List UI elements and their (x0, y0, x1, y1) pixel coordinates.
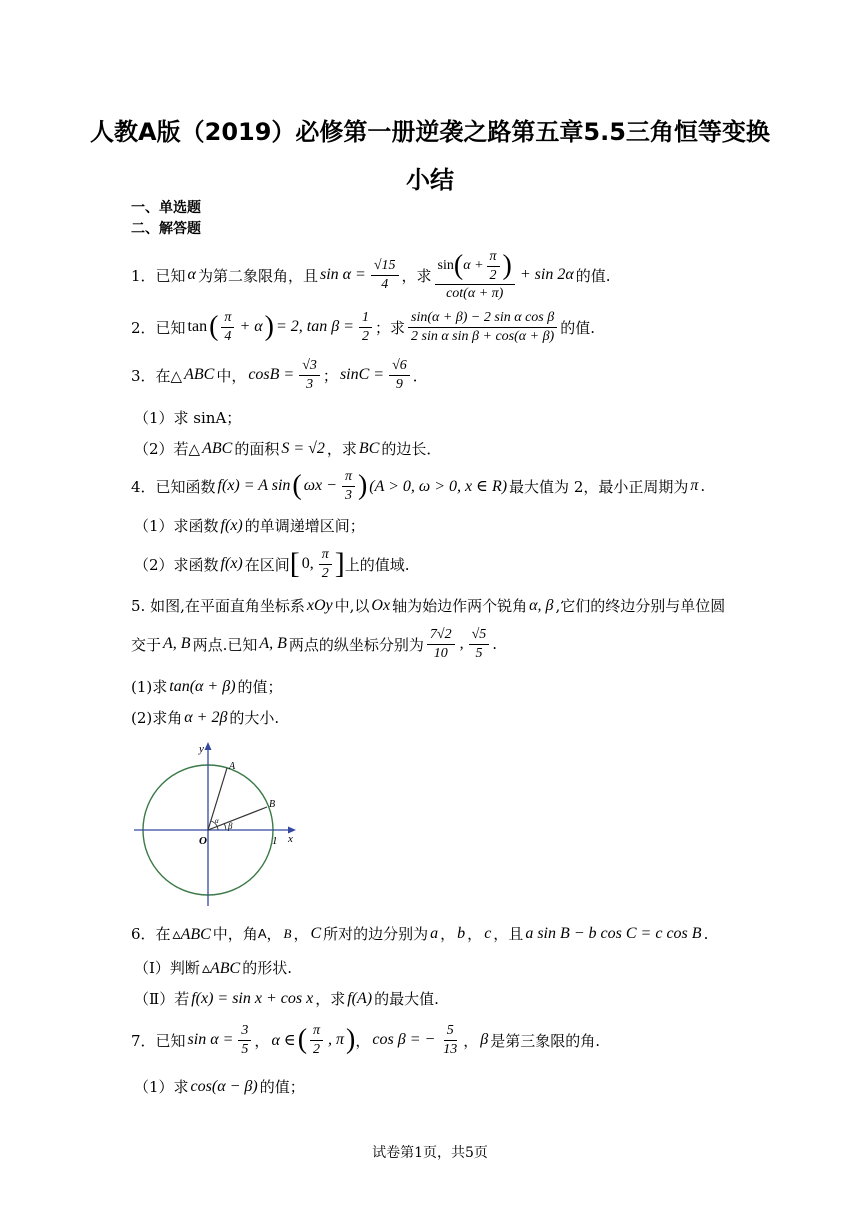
q5-p2a: (2)求角 (131, 709, 183, 727)
q5-comma: , (459, 635, 464, 652)
page-footer: 试卷第1页，共5页 (372, 1145, 488, 1161)
q4-p1b: 的单调递增区间； (244, 517, 365, 535)
q3-p2-s: S = √2 (281, 439, 325, 457)
q1-frac1-den: 4 (381, 276, 389, 292)
page-title-line1: 人教A版（2019）必修第一册逆袭之路第五章5.5三角恒等变换 (90, 118, 770, 146)
q5-xoy: xOy (306, 596, 333, 614)
q2-one-half (359, 309, 372, 345)
q1-two: 2 (489, 267, 497, 283)
q3-p2-abc: ABC (202, 439, 233, 457)
q4-text-a: 4．已知函数 (131, 477, 216, 496)
q1-main-fraction (435, 248, 515, 303)
q7-c2: ， (355, 1031, 371, 1050)
q5-ab: α, β (529, 596, 554, 614)
q2-two: 2 (361, 328, 369, 344)
q1-fraction-sqrt15-4 (371, 257, 399, 293)
q1-plus-sin2a: + sin 2α (519, 266, 574, 284)
q6-b: 中，角 (212, 925, 258, 943)
q3-sep: ； (322, 366, 338, 385)
q3-end: ． (412, 366, 428, 385)
q2-pi: π (221, 309, 234, 328)
question-4: 4．已知函数 f(x) = A sin ( ωx − $\frac{\pi}{3}$ ) (A > 0, ω > 0, x ∈ R) 最大值为 2，最小正周期为 π . (131, 469, 706, 503)
q3-bc: BC (358, 439, 380, 457)
q1-num-sin: sin (437, 258, 454, 274)
question-5-part-2 (131, 707, 279, 728)
q1-num-pi-over-2 (487, 248, 500, 284)
label-alpha: α (215, 817, 219, 825)
q6-p1-tri: ▵ABC (201, 959, 241, 977)
section-answer-questions: 二、解答题 (131, 221, 201, 237)
q4-three: 3 (344, 487, 352, 503)
q6-tri: ▵ABC (172, 925, 211, 943)
q5-frac-7sqrt2-10 (427, 626, 455, 662)
q5-l2c: 两点的纵坐标分别为 (288, 635, 424, 654)
q6-c: 所对的边分别为 (323, 925, 429, 943)
q1-main-num: sin ( α + $\frac{\pi}{2}$ ) (435, 248, 515, 285)
q3-nine: 9 (395, 376, 403, 392)
q3-cosb: cosB = (248, 366, 295, 383)
q3-abc: ABC (184, 366, 215, 383)
q6-c1: ， (266, 925, 282, 943)
q3-p1: （1）求 sinA； (134, 409, 242, 427)
q5-f2-den: 5 (475, 645, 483, 661)
q2-tan: tan (187, 318, 208, 335)
q7-pi: π (310, 1022, 323, 1041)
q3-three: 3 (306, 376, 314, 392)
q7-p1b: 的值； (259, 1078, 305, 1096)
q3-sinc: sinC = (339, 366, 385, 383)
q6-d: ，且 (493, 925, 524, 943)
question-1 (131, 248, 611, 303)
q6-lb: b (457, 924, 466, 942)
question-7: 7．已知 sin α = $\frac{3}{5}$ ， α ∈ ( $\frac{\pi}{2}$ , π ) ， cos β = − $\frac{5}{13}$ ， β 是第三象限的角. (131, 1023, 601, 1057)
q5-p1b: 的值； (237, 678, 283, 696)
q3-p2c: ，求 (326, 440, 357, 458)
question-3-part-1 (134, 407, 241, 428)
q4-p2b: 在区间 (244, 555, 290, 574)
q7-c3: ， (463, 1031, 479, 1050)
page-title-line2: 小结 (406, 166, 454, 194)
q3-text-b: 中， (216, 366, 247, 385)
label-x: x (288, 833, 293, 845)
label-a: A (229, 761, 236, 772)
question-3-part-2 (134, 438, 441, 459)
q4-pi-over-3 (342, 468, 355, 504)
question-6-part-2 (134, 988, 439, 1009)
q1-main-den: cot(α + π) (446, 286, 504, 301)
q6-p2a: （Ⅱ）若 (134, 990, 190, 1008)
q7-thirteen: 13 (443, 1041, 458, 1057)
q6-B: B (283, 925, 292, 941)
q3-p2d: 的边长． (381, 440, 442, 458)
q5-AB-2: A, B (259, 635, 287, 652)
q4-cond: (A > 0, ω > 0, x ∈ R) (369, 478, 508, 495)
q5-l2b: 两点.已知 (192, 635, 258, 654)
label-b: B (269, 799, 276, 810)
q1-pi: π (487, 248, 500, 267)
q1-num-inner: α + (463, 258, 484, 274)
q2-main-den: 2 sin α sin β + cos(α + β) (411, 328, 555, 344)
q1-text-a: 1．已知 (131, 266, 186, 285)
q5-p1m: tan(α + β) (169, 677, 236, 695)
q2-main-fraction (408, 309, 557, 345)
q7-three: 3 (238, 1022, 251, 1041)
q4-inner: ωx − (303, 477, 337, 494)
q3-frac-sqrt3 (299, 357, 320, 393)
q4-p2a: （2）求函数 (134, 555, 219, 574)
q5-f1-den: 10 (433, 645, 448, 661)
q2-eq: = 2, tan β = (275, 318, 354, 335)
q2-text-b: ；求 (374, 318, 405, 337)
question-7-part-1 (134, 1076, 305, 1097)
label-y: y (199, 743, 204, 755)
label-origin: O (199, 835, 207, 847)
q5-l1c: 轴为始边作两个锐角 (392, 597, 528, 615)
q7-cosb: cos β = − (372, 1031, 436, 1048)
q5-p2m: α + 2β (184, 708, 228, 726)
q6-p1a: （Ⅰ）判断 (134, 959, 200, 977)
q5-p2b: 的大小. (229, 709, 280, 727)
q2-pi-over-4 (221, 309, 234, 345)
q3-r3: √3 (299, 357, 320, 376)
q6-p1b: 的形状. (242, 959, 292, 977)
q2-main-num: sin(α + β) − 2 sin α cos β (408, 309, 557, 328)
q6-la: a (430, 924, 439, 942)
q3-r6: √6 (389, 357, 410, 376)
unit-circle-figure (130, 738, 305, 908)
label-beta: β (228, 821, 233, 831)
q6-lc: c (484, 924, 492, 942)
section-single-choice: 一、单选题 (131, 200, 201, 216)
q4-p1a: （1）求函数 (134, 517, 219, 535)
q6-A: A (257, 926, 267, 941)
question-5-part-1 (131, 676, 283, 697)
q6-C: C (310, 924, 322, 942)
q1-sin-eq: sin α = (319, 266, 366, 284)
q7-p1a: （1）求 (134, 1078, 189, 1096)
q4-p2-fx: f(x) (220, 555, 243, 572)
q3-p2a: （2）若△ (134, 440, 201, 458)
q2-one: 1 (359, 309, 372, 328)
q1-alpha: α (187, 266, 196, 284)
q1-frac1-num: √15 (371, 257, 399, 276)
q7-pi-over-2 (310, 1022, 323, 1058)
q7-c1: ， (254, 1031, 270, 1050)
q6-p2f: f(A) (347, 989, 373, 1007)
q5-frac-sqrt5-5 (469, 626, 490, 662)
q6-p2c: 的最大值. (374, 990, 439, 1008)
q4-fx: f(x) = A sin (217, 477, 291, 494)
angle-arc-beta (224, 823, 226, 830)
question-2: 2．已知 tan ( $\frac{\pi}{4}$ + α ) = 2, tan β = $\frac{1}{2}$ ；求 $\frac{\text{sin(α + β) − 2 sin α cos β}}{\text{2 sin α sin β + cos(α + β)}}$ 的值. (131, 310, 595, 344)
question-5-line-1 (131, 595, 725, 616)
q2-text-a: 2．已知 (131, 318, 186, 337)
q5-ox: Ox (371, 596, 391, 614)
question-6 (131, 923, 708, 944)
q7-b: 是第三象限的角. (490, 1031, 601, 1050)
q3-p2b: 的面积 (234, 440, 280, 458)
q5-l1a: 5. 如图,在平面直角坐标系 (131, 597, 305, 615)
q4-lb: 0, (301, 555, 314, 572)
q2-plus-alpha: + α (239, 318, 263, 335)
q6-eq: a sin B − b cos C = c cos B (525, 924, 702, 942)
q7-p1m: cos(α − β) (190, 1077, 258, 1095)
q7-beta: β (480, 1031, 489, 1048)
q1-text-end: 的值. (575, 266, 611, 285)
q6-end: . (703, 924, 709, 943)
q4-pi-over-2 (319, 546, 332, 582)
q5-l2a: 交于 (131, 635, 162, 654)
q5-l1b: 中,以 (334, 597, 370, 615)
q6-c4: ， (467, 925, 483, 943)
q4-end: . (700, 477, 706, 495)
q6-a: 6．在 (131, 925, 171, 943)
q7-frac-5-13 (440, 1022, 460, 1058)
q7-five2: 5 (444, 1022, 457, 1041)
question-6-part-1 (134, 957, 292, 978)
q4-pi3: π (319, 546, 332, 565)
q6-p2m: f(x) = sin x + cos x (191, 989, 314, 1007)
q4-p2c: 上的值域. (344, 555, 410, 574)
question-3 (131, 357, 428, 393)
q7-frac-3-5 (238, 1022, 251, 1058)
y-axis-arrow (205, 742, 212, 750)
question-4-part-1 (134, 515, 365, 536)
q2-text-end: 的值. (560, 318, 595, 337)
q4-pi: π (342, 468, 355, 487)
q3-frac-sqrt6 (389, 357, 410, 393)
q5-f1-num: 7√2 (427, 626, 455, 645)
q5-f2-num: √5 (469, 626, 490, 645)
q7-pi2: , π (328, 1031, 345, 1048)
question-4-part-2: （2）求函数 f(x) 在区间 [ 0, $\frac{\pi}{2}$ ] 上的值域. (134, 547, 410, 581)
q5-p1a: (1)求 (131, 678, 168, 696)
q4-pi2: π (690, 477, 699, 494)
question-5-line-2 (131, 626, 497, 662)
q7-a: 7．已知 (131, 1031, 186, 1050)
q3-text-a: 3．在△ (131, 366, 183, 385)
q4-two: 2 (321, 565, 329, 581)
q4-p1-fx: f(x) (220, 516, 243, 534)
q1-text-b: 为第二象限角，且 (197, 266, 318, 285)
q4-text-b: 最大值为 2，最小正周期为 (509, 477, 689, 496)
q5-l1d: ,它们的终边分别与单位圆 (555, 597, 726, 615)
q7-five: 5 (241, 1041, 249, 1057)
q7-sina: sin α = (187, 1031, 234, 1048)
q6-c3: ， (440, 925, 456, 943)
label-one: 1 (272, 835, 278, 847)
q6-p2b: ，求 (315, 990, 346, 1008)
q7-ain: α ∈ (271, 1032, 296, 1049)
q7-two: 2 (313, 1041, 321, 1057)
q6-c2: ， (293, 925, 309, 943)
q5-end: . (492, 635, 498, 653)
q2-four: 4 (224, 328, 232, 344)
q1-text-c: ，求 (401, 266, 432, 285)
q5-AB-1: A, B (163, 635, 191, 652)
